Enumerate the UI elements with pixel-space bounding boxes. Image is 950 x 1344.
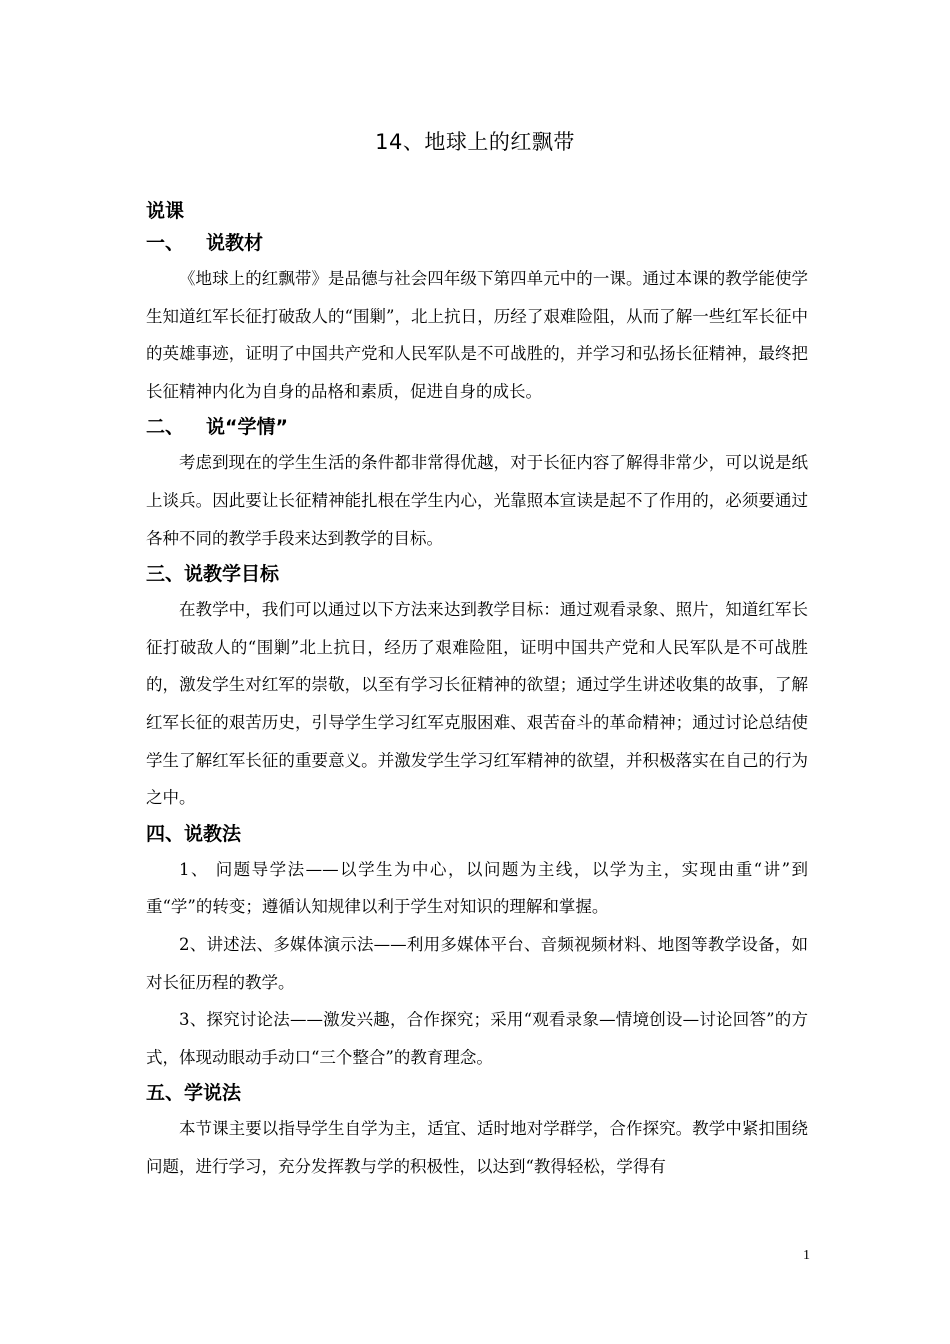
main-heading: 说课 <box>146 200 185 222</box>
page-number: 1 <box>803 1248 810 1263</box>
document-body <box>146 196 808 1185</box>
section-title: 说“学情” <box>206 416 288 439</box>
section-number: 二、 <box>146 416 185 439</box>
section-heading-learning-methods: 五、学说法 <box>146 1082 242 1105</box>
paragraph: 在教学中，我们可以通过以下方法来达到教学目标：通过观看录象、照片，知道红军长征打破敌人的“围剿”北上抗日，经历了艰难险阻，证明中国共产党和人民军队是不可战胜的，激发学生对红军的崇敬，以至有学习长征精神的欲望；通过学生讲述收集的故事，了解红军长征的艰苦历史，引导学生学习红军克服困难、艰苦奋斗的革命精神；通过讨论总结使学生了解红军长征的重要意义。并激发学生学习红军精神的欲望，并积极落实在自己的行为之中。 <box>146 600 808 808</box>
paragraph: 《地球上的红飘带》是品德与社会四年级下第四单元中的一课。通过本课的教学能使学生知道红军长征打破敌人的“围剿”，北上抗日，历经了艰难险阻，从而了解一些红军长征中的英雄事迹，证明了中国共产党和人民军队是不可战胜的，并学习和弘扬长征精神，最终把长征精神内化为自身的品格和素质，促进自身的成长。 <box>146 269 808 401</box>
section-heading-teaching-goals: 三、说教学目标 <box>146 563 280 586</box>
paragraph: 1、 问题导学法——以学生为中心，以问题为主线，以学为主，实现由重“讲”到重“学”的转变；遵循认知规律以利于学生对知识的理解和掌握。 <box>146 859 808 917</box>
section-title: 说教材 <box>206 232 264 254</box>
paragraph: 本节课主要以指导学生自学为主，适宜、适时地对学群学，合作探究。教学中紧扣围绕问题，进行学习，充分发挥教与学的积极性，以达到“教得轻松，学得有 <box>146 1119 808 1176</box>
paragraph: 3、探究讨论法——激发兴趣，合作探究；采用“观看录象—情境创设—讨论回答”的方式，体现动眼动手动口“三个整合”的教育理念。 <box>146 1010 808 1067</box>
section-heading-textbook <box>146 226 808 260</box>
section-heading-student-situation <box>146 410 808 444</box>
section-heading-teaching-methods: 四、说教法 <box>146 822 242 845</box>
paragraph: 2、讲述法、多媒体演示法——利用多媒体平台、音频视频材料、地图等教学设备，如对长征历程的教学。 <box>146 934 808 992</box>
document-title: 14、地球上的红飘带 <box>375 130 575 154</box>
section-number: 一、 <box>146 232 185 254</box>
paragraph: 考虑到现在的学生生活的条件都非常得优越，对于长征内容了解得非常少，可以说是纸上谈兵。因此要让长征精神能扎根在学生内心，光靠照本宣读是起不了作用的，必须要通过各种不同的教学手段来达到教学的目标。 <box>146 453 808 548</box>
